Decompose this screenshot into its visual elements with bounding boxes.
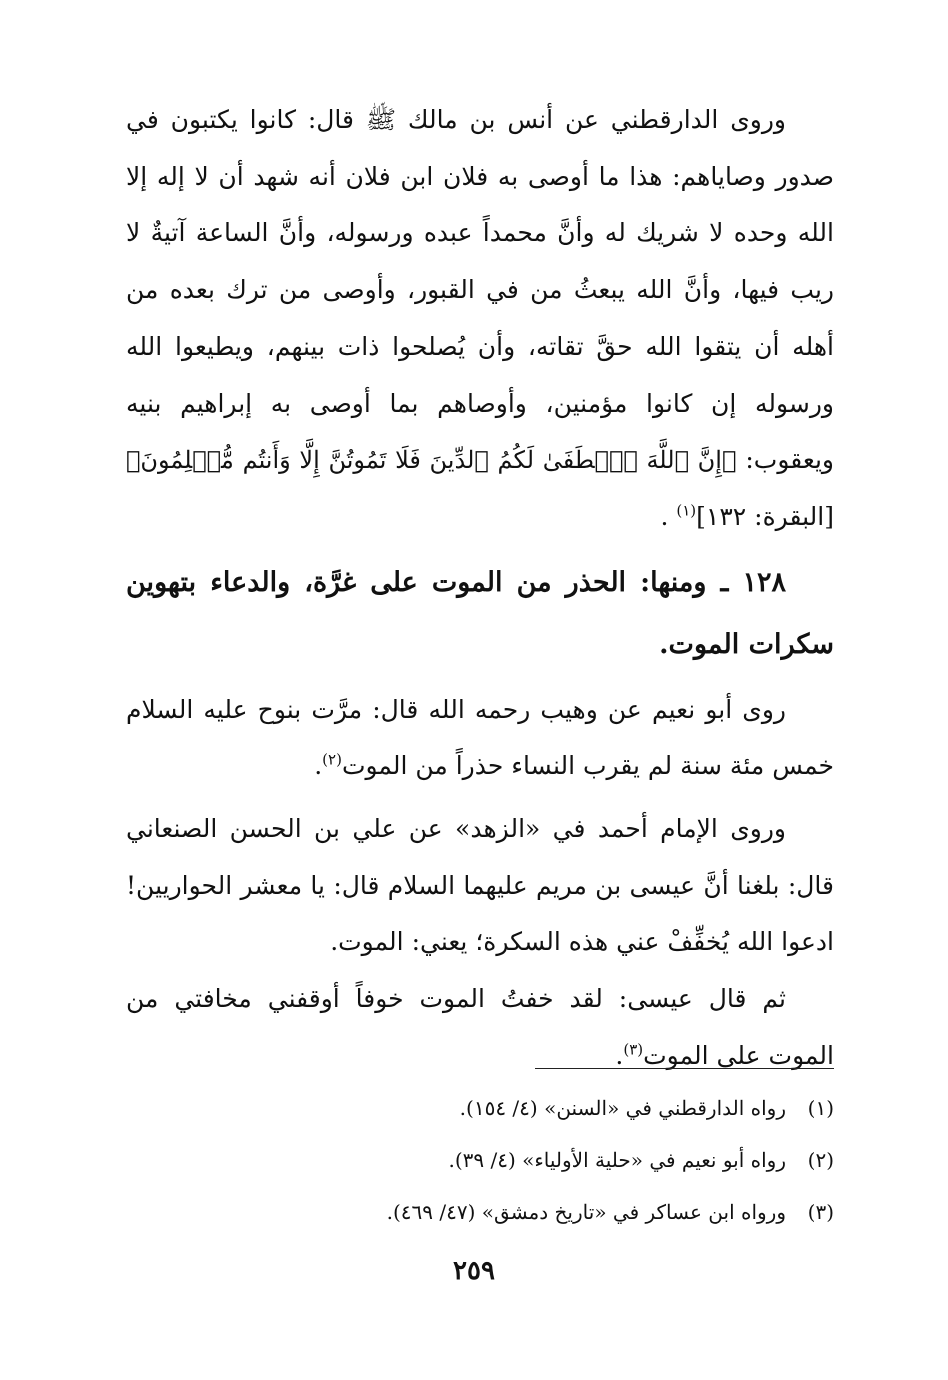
text-line: ثم قال عيسى: لقد خفتُ الموت خوفاً أوقفني مخافتي من الموت [126, 984, 834, 1070]
text-line: على الموت [643, 1040, 761, 1070]
footnotes [126, 1082, 834, 1238]
footnote-3 [126, 1186, 834, 1238]
text-line: وروى الإمام أحمد في «الزهد» عن علي بن الحسن الصنعاني [126, 814, 786, 844]
end-dot: . [314, 751, 323, 781]
text-line: روى أبو نعيم عن وهيب رحمه الله قال: مرَّت بنوح عليه السلام [126, 694, 786, 724]
footnote-number: (٢) [807, 1148, 834, 1172]
text-line: خمس مئة سنة لم يقرب النساء حذراً من الموت [341, 751, 834, 781]
footnote-marker-2: (٢) [322, 751, 342, 769]
heading-line: ١٢٨ ـ ومنها: الحذر من الموت على غرَّة، والدعاء بتهوين [126, 566, 786, 598]
text-line: وروى الدارقطني عن أنس بن مالك ﷺ قال: كانوا يكتبون في [126, 105, 786, 134]
paragraph-ahmad-report [126, 801, 834, 971]
quran-reference: [البقرة: ١٣٢] [696, 501, 834, 531]
section-heading-128 [126, 552, 834, 676]
footnote-2 [126, 1134, 834, 1186]
text-line: ادعوا الله يُخفِّفْ عني هذه السكرة؛ يعني: الموت. [330, 927, 834, 957]
text-line: ورسوله إن كانوا مؤمنين، وأوصاهم بما أوصى به إبراهيم بنيه ويعقوب: [126, 388, 834, 475]
footnote-marker-1: (١) [676, 501, 697, 520]
heading-line: سكرات الموت. [659, 628, 834, 660]
quran-verse: ﴿إِنَّ ٱللَّهَ ٱصۡطَفَىٰ لَكُمُ ٱلدِّينَ فَلَا تَمُوتُنَّ إِلَّا وَأَنتُم مُّسۡلِمُونَ﴾ [126, 446, 737, 475]
text-line: قال: بلغنا أنَّ عيسى بن مريم عليهما السلام قال: يا معشر الحواريين! [126, 870, 834, 900]
footnote-text: رواه أبو نعيم في «حلية الأولياء» (٤/ ٣٩). [448, 1148, 786, 1172]
text-line: الله وحده لا شريك له وأنَّ محمداً عبده ورسوله، وأنَّ الساعة آتيةٌ [150, 218, 834, 248]
footnote-number: (١) [807, 1096, 834, 1120]
paragraph-daraqutni-report [126, 92, 834, 546]
paragraph-abu-nuaym-report [126, 682, 834, 795]
footnote-marker-3: (٣) [623, 1040, 644, 1059]
page-number: ٢٥٩ [453, 1256, 495, 1286]
footnote-text: رواه الدارقطني في «السنن» (٤/ ١٥٤). [459, 1096, 786, 1120]
footnote-number: (٣) [807, 1200, 834, 1224]
end-dot: . [660, 501, 669, 531]
text-line: لا ريب فيها، وأنَّ الله يبعثُ من في القبور، وأوصى من ترك بعده من [126, 218, 834, 305]
footnote-text: ورواه ابن عساكر في «تاريخ دمشق» (٤٧/ ٤٦٩). [386, 1200, 786, 1224]
text-line: صدور وصاياهم: هذا ما أوصى به فلان ابن فلان أنه شهد أن لا إله إلا [126, 161, 834, 191]
main-text [126, 92, 834, 1085]
footnote-1 [126, 1082, 834, 1134]
text-line: أهله أن يتقوا الله حقَّ تقاته، وأن يُصلحوا ذات بينهم، ويطيعوا الله [126, 331, 834, 361]
footnote-separator [535, 1068, 834, 1069]
end-dot: . [615, 1040, 624, 1070]
